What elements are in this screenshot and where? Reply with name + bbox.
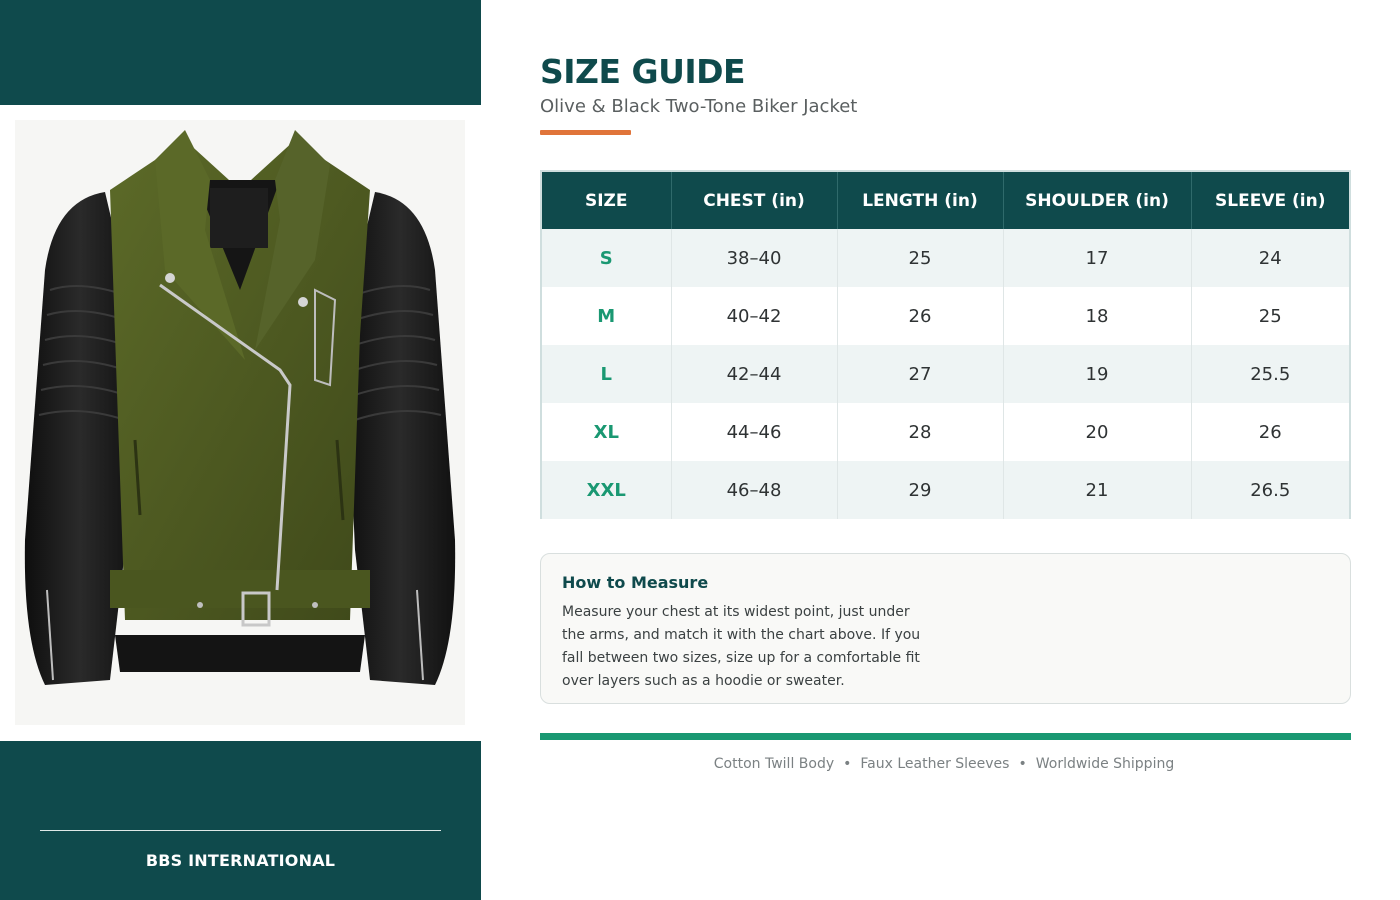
product-panel [0,0,481,900]
shoulder-cell: 18 [1003,287,1191,345]
how-to-measure-card [540,553,1351,704]
table-row [542,345,1349,403]
size-cell: XL [542,403,671,461]
top-color-band [0,0,481,105]
table-row [542,229,1349,287]
column-header-size: SIZE [542,172,671,229]
column-header-length: LENGTH (in) [837,172,1003,229]
column-header-sleeve: SLEEVE (in) [1191,172,1349,229]
table-header-row [542,172,1349,229]
how-to-measure-text: Measure your chest at its widest point, just under the arms, and match it with the chart above. If you fall between two sizes, size up for a comfortable fit over layers such as a hoodie or sweater. [562,604,921,689]
chest-cell: 40–42 [671,287,837,345]
how-to-measure-title: How to Measure [562,573,709,592]
size-cell: L [542,345,671,403]
column-header-chest: CHEST (in) [671,172,837,229]
sleeve-cell: 26.5 [1191,461,1349,519]
column-header-shoulder: SHOULDER (in) [1003,172,1191,229]
product-subtitle: Olive & Black Two-Tone Biker Jacket [540,96,858,117]
sleeve-cell: 25 [1258,305,1282,327]
brand-name: BBS INTERNATIONAL [145,851,336,870]
chest-cell: 44–46 [671,403,837,461]
shoulder-cell: 19 [1003,345,1191,403]
feature-item: Worldwide Shipping [1035,756,1175,772]
feature-list [540,756,1348,772]
shoulder-cell: 20 [1003,403,1191,461]
size-cell: S [542,229,671,287]
sleeve-cell: 26 [1258,421,1282,443]
shoulder-cell: 21 [1003,461,1191,519]
table-row [542,461,1349,519]
bullet-separator: • [843,756,852,772]
bullet-separator: • [1018,756,1027,772]
length-cell: 26 [837,287,1003,345]
product-image [15,120,465,725]
bottom-color-band [0,741,481,900]
shoulder-cell: 17 [1003,229,1191,287]
size-cell: M [542,287,671,345]
brand-divider [40,830,441,831]
size-chart-table [540,170,1351,519]
length-cell: 25 [837,229,1003,287]
title-accent-bar [540,130,631,135]
table-row [542,403,1349,461]
length-cell: 27 [837,345,1003,403]
sleeve-cell: 24 [1191,229,1349,287]
chest-cell: 42–44 [671,345,837,403]
page-title: SIZE GUIDE [540,52,746,91]
chest-cell: 46–48 [671,461,837,519]
length-cell: 29 [837,461,1003,519]
sleeve-cell: 25.5 [1191,345,1349,403]
feature-item: Faux Leather Sleeves [860,756,1010,772]
feature-item: Cotton Twill Body [713,756,835,772]
table-row [542,287,1349,345]
chest-cell: 38–40 [671,229,837,287]
length-cell: 28 [837,403,1003,461]
size-cell: XXL [542,461,671,519]
biker-jacket-illustration [15,120,465,725]
footer-accent-bar [540,733,1351,740]
